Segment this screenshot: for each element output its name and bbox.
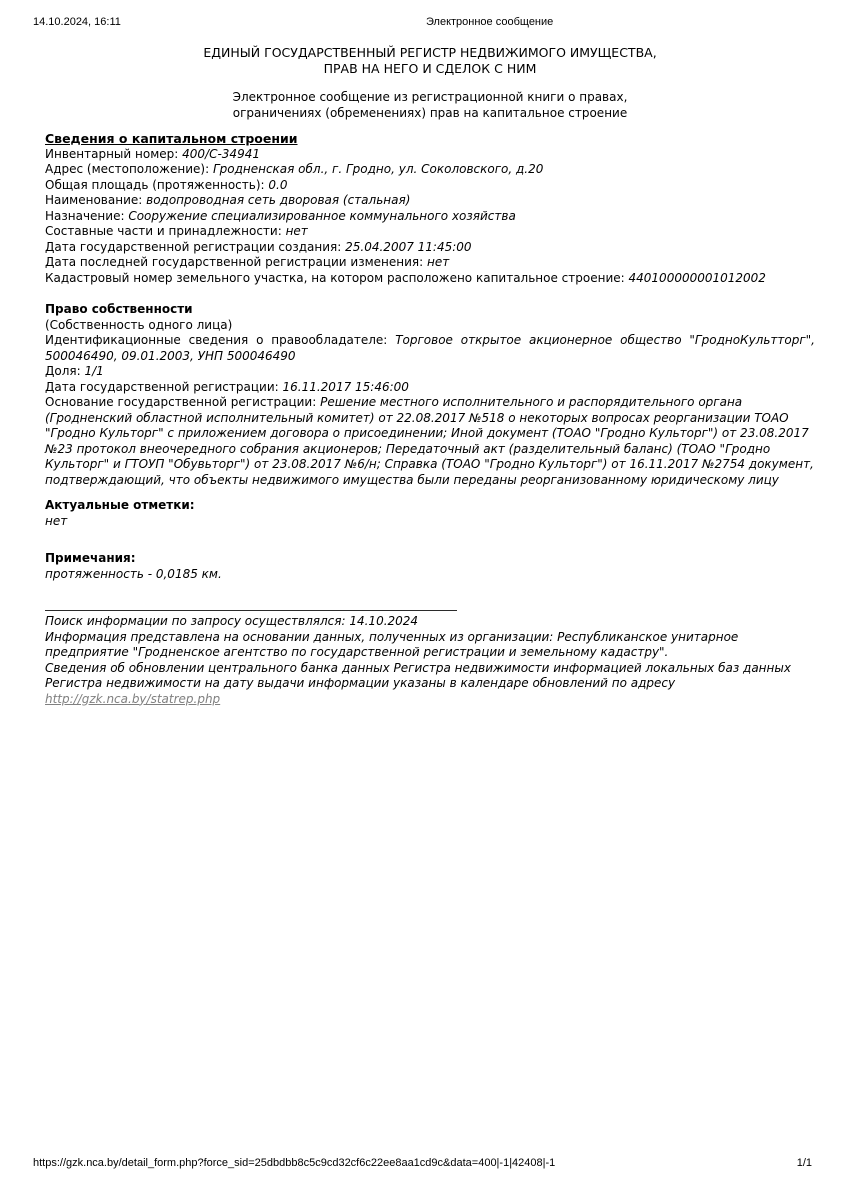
statrep-link[interactable]: http://gzk.nca.by/statrep.php — [45, 691, 221, 706]
print-page-number: 1/1 — [796, 1157, 812, 1169]
field-value: Гродненская обл., г. Гродно, ул. Соколовского, д.20 — [212, 162, 544, 176]
field-label: Идентификационные сведения о правообладателе: — [45, 333, 388, 347]
field-value: Торговое открытое акционерное общество "ГродноКультторг", 500046490, 09.01.2003, УНП 500046490 — [45, 333, 815, 363]
field-label: Инвентарный номер: — [45, 146, 179, 161]
field-label: Кадастровый номер земельного участка, на котором расположено капитальное строение: — [45, 270, 625, 285]
field-value: 0.0 — [268, 177, 288, 192]
field-value: 25.04.2007 11:45:00 — [345, 239, 472, 254]
field-label: Составные части и принадлежности: — [45, 224, 282, 238]
section-building-info — [45, 131, 815, 286]
field-address — [45, 162, 815, 178]
print-datetime: 14.10.2024, 16:11 — [33, 16, 121, 28]
separator-line — [45, 610, 457, 611]
ownership-reg-date — [45, 380, 815, 396]
field-label: Дата последней государственной регистрации изменения: — [45, 255, 424, 269]
field-label: Основание государственной регистрации: — [45, 395, 317, 409]
registry-title-line2: ПРАВ НА НЕГО И СДЕЛОК С НИМ — [323, 60, 537, 76]
info-source-organization: Информация представлена на основании данных, полученных из организации: Республиканское унитарное предприятие "Гродненское агентство по государственной регистрации и земельному кадастру". — [45, 629, 739, 659]
field-components — [45, 224, 815, 240]
section-ownership — [45, 302, 815, 488]
field-label: Адрес (местоположение): — [45, 162, 210, 176]
field-value: 16.11.2017 15:46:00 — [282, 379, 409, 394]
info-update-note: Сведения об обновлении центрального банка данных Регистра недвижимости информацией локальных баз данных Регистра недвижимости на дату выдачи информации указаны в календаре обновлений по адресу — [45, 660, 791, 690]
marks-heading: Актуальные отметки: — [45, 498, 195, 512]
field-value: 440100000001012002 — [628, 270, 766, 285]
ownership-subheading: (Собственность одного лица) — [45, 317, 233, 332]
field-purpose — [45, 209, 815, 225]
field-value: нет — [285, 224, 308, 238]
field-value: водопроводная сеть дворовая (стальная) — [146, 193, 411, 207]
notes-value: протяженность - 0,0185 км. — [45, 566, 222, 581]
field-label: Наименование: — [45, 193, 143, 207]
section-notes — [45, 551, 815, 582]
ownership-holder — [45, 333, 815, 364]
subtitle-line2: ограничениях (обременениях) прав на капитальное строение — [232, 105, 628, 120]
field-value: 1/1 — [84, 364, 104, 378]
subtitle-line1: Электронное сообщение из регистрационной книги о правах, — [232, 90, 628, 104]
marks-value: нет — [45, 513, 68, 528]
field-value: Решение местного исполнительного и распорядительного органа (Гродненский областной исполнительный комитет) от 22.08.2017 №518 о некоторых вопросах реорганизации ТОАО "Гродно Культорг" с приложением договора о присоединении; Иной документ (ТОАО "Гродно Культорг") от 23.08.2017 №23 протокол внеочередного собрания акционеров; Передаточный акт (разделительный баланс) (ТОАО "Гродно Культорг" и ГТОУП "Обувьторг") от 23.08.2017 №6/н; Справка (ТОАО "Гродно Культорг") от 16.11.2017 №2754 документ, подтверждающий, что объекты недвижимого имущества были переданы реорганизованному юридическому лицу — [45, 395, 814, 487]
registry-title — [45, 45, 815, 76]
field-label: Назначение: — [45, 208, 125, 223]
notes-heading: Примечания: — [45, 551, 136, 565]
field-label: Дата государственной регистрации: — [45, 379, 279, 394]
registry-title-line1: ЕДИНЫЙ ГОСУДАРСТВЕННЫЙ РЕГИСТР НЕДВИЖИМОГО ИМУЩЕСТВА, — [203, 45, 657, 60]
info-block — [45, 614, 815, 707]
info-link-line — [45, 692, 815, 708]
field-last-change-reg-date — [45, 255, 815, 271]
field-label: Общая площадь (протяженность): — [45, 177, 265, 192]
building-section-heading: Сведения о капитальном строении — [45, 131, 298, 146]
field-creation-reg-date — [45, 240, 815, 256]
field-label: Дата государственной регистрации создания: — [45, 239, 342, 254]
field-label: Доля: — [45, 364, 81, 378]
field-name — [45, 193, 815, 209]
field-inventory-number — [45, 147, 815, 163]
field-cadastral-number — [45, 271, 815, 287]
document-subtitle — [45, 90, 815, 121]
print-source-url: https://gzk.nca.by/detail_form.php?force_sid=25dbdbb8c5c9cd32cf6c22ee8aa1cd9c&data=400|-1|42408|-1 — [33, 1157, 556, 1169]
field-value: нет — [427, 255, 450, 269]
ownership-heading: Право собственности — [45, 302, 193, 316]
section-actual-marks — [45, 498, 815, 529]
document-content — [45, 45, 815, 707]
field-value: Сооружение специализированное коммунального хозяйства — [128, 208, 516, 223]
ownership-basis — [45, 395, 815, 488]
field-total-area — [45, 178, 815, 194]
print-page-title: Электронное сообщение — [426, 16, 554, 28]
field-value: 400/С-34941 — [182, 146, 260, 161]
ownership-share — [45, 364, 815, 380]
info-search-date: Поиск информации по запросу осуществлялся: 14.10.2024 — [45, 614, 419, 628]
